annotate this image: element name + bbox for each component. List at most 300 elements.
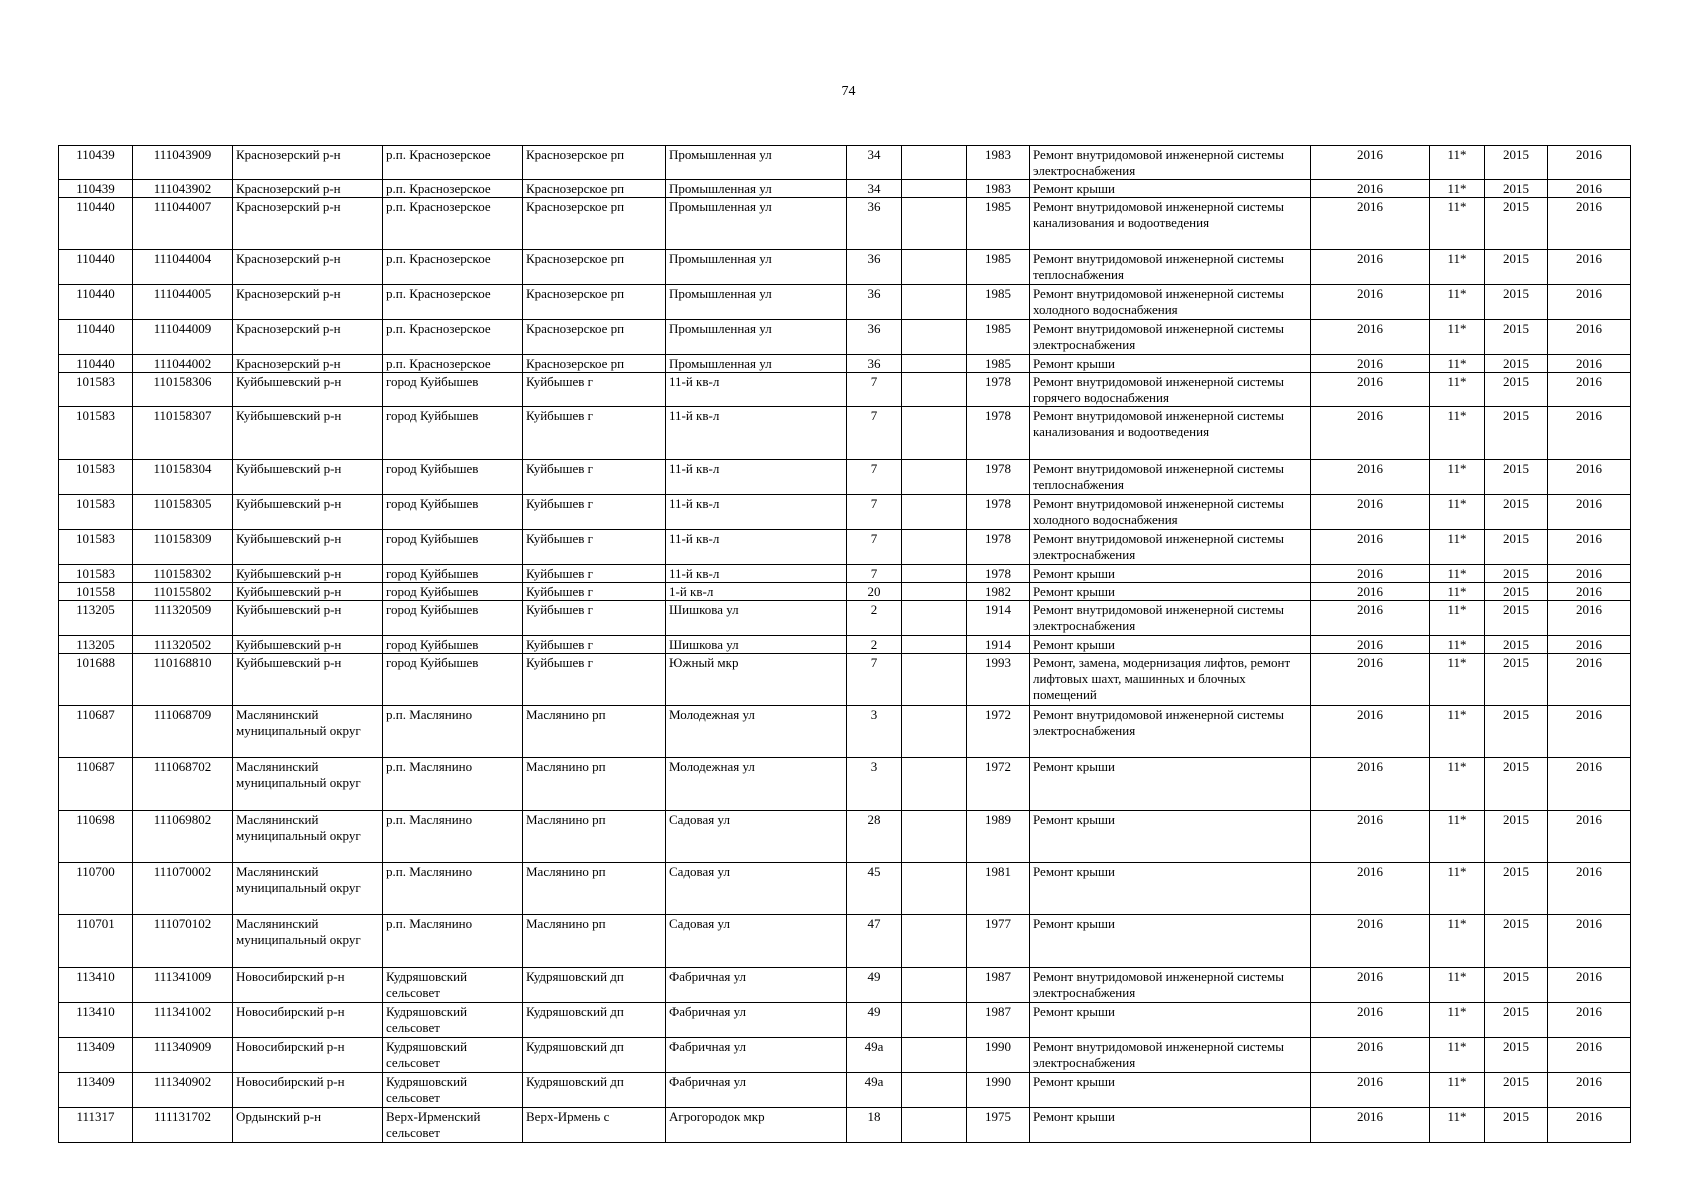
term-cell: 11*	[1430, 565, 1485, 583]
settlement-cell: Краснозерское рп	[523, 285, 666, 320]
year-built-cell: 1978	[967, 565, 1030, 583]
settlement-cell: Куйбышев г	[523, 636, 666, 654]
start-year-cell: 2015	[1485, 250, 1548, 285]
building-cell	[902, 636, 967, 654]
building-cell	[902, 654, 967, 706]
table-row	[59, 968, 1631, 1003]
settlement-cell: Кудряшовский дп	[523, 1073, 666, 1108]
record-id-cell: 111069802	[133, 811, 233, 863]
year-built-cell: 1990	[967, 1038, 1030, 1073]
work-type-cell: Ремонт крыши	[1030, 1108, 1311, 1143]
settlement-cell: Маслянино рп	[523, 811, 666, 863]
end-year-cell: 2016	[1548, 407, 1631, 460]
record-id-cell: 110168810	[133, 654, 233, 706]
house-id-cell: 113205	[59, 601, 133, 636]
term-cell: 11*	[1430, 320, 1485, 355]
house-id-cell: 110687	[59, 758, 133, 811]
plan-year-cell: 2016	[1311, 1038, 1430, 1073]
table-row	[59, 706, 1631, 758]
building-cell	[902, 180, 967, 198]
year-built-cell: 1985	[967, 355, 1030, 373]
work-type-cell: Ремонт крыши	[1030, 1003, 1311, 1038]
district-cell: Новосибирский р-н	[233, 968, 383, 1003]
house-id-cell: 110440	[59, 198, 133, 250]
house-id-cell: 110440	[59, 320, 133, 355]
district-cell: Куйбышевский р-н	[233, 583, 383, 601]
district-cell: Куйбышевский р-н	[233, 407, 383, 460]
plan-year-cell: 2016	[1311, 320, 1430, 355]
municipality-cell: р.п. Маслянино	[383, 915, 523, 968]
settlement-cell: Краснозерское рп	[523, 250, 666, 285]
district-cell: Новосибирский р-н	[233, 1038, 383, 1073]
record-id-cell: 111044009	[133, 320, 233, 355]
table-row	[59, 811, 1631, 863]
street-cell: Фабричная ул	[666, 1038, 847, 1073]
table-row	[59, 915, 1631, 968]
settlement-cell: Куйбышев г	[523, 583, 666, 601]
house-id-cell: 111317	[59, 1108, 133, 1143]
settlement-cell: Маслянино рп	[523, 915, 666, 968]
house-number-cell: 18	[847, 1108, 902, 1143]
term-cell: 11*	[1430, 1108, 1485, 1143]
record-id-cell: 111340909	[133, 1038, 233, 1073]
end-year-cell: 2016	[1548, 565, 1631, 583]
end-year-cell: 2016	[1548, 146, 1631, 180]
end-year-cell: 2016	[1548, 758, 1631, 811]
work-type-cell: Ремонт крыши	[1030, 863, 1311, 915]
work-type-cell: Ремонт внутридомовой инженерной системы электроснабжения	[1030, 706, 1311, 758]
district-cell: Маслянинский муниципальный округ	[233, 758, 383, 811]
settlement-cell: Верх-Ирмень с	[523, 1108, 666, 1143]
record-id-cell: 111070102	[133, 915, 233, 968]
table-row	[59, 1038, 1631, 1073]
end-year-cell: 2016	[1548, 460, 1631, 495]
start-year-cell: 2015	[1485, 758, 1548, 811]
work-type-cell: Ремонт крыши	[1030, 758, 1311, 811]
term-cell: 11*	[1430, 355, 1485, 373]
term-cell: 11*	[1430, 1038, 1485, 1073]
building-cell	[902, 1108, 967, 1143]
house-number-cell: 7	[847, 654, 902, 706]
start-year-cell: 2015	[1485, 180, 1548, 198]
record-id-cell: 111070002	[133, 863, 233, 915]
house-number-cell: 49	[847, 1003, 902, 1038]
municipality-cell: Кудряшовский сельсовет	[383, 1073, 523, 1108]
year-built-cell: 1985	[967, 285, 1030, 320]
house-number-cell: 7	[847, 530, 902, 565]
end-year-cell: 2016	[1548, 1108, 1631, 1143]
start-year-cell: 2015	[1485, 355, 1548, 373]
plan-year-cell: 2016	[1311, 146, 1430, 180]
building-cell	[902, 355, 967, 373]
work-type-cell: Ремонт крыши	[1030, 565, 1311, 583]
work-type-cell: Ремонт крыши	[1030, 355, 1311, 373]
start-year-cell: 2015	[1485, 530, 1548, 565]
record-id-cell: 111320509	[133, 601, 233, 636]
start-year-cell: 2015	[1485, 407, 1548, 460]
start-year-cell: 2015	[1485, 460, 1548, 495]
record-id-cell: 110155802	[133, 583, 233, 601]
building-cell	[902, 250, 967, 285]
house-id-cell: 113409	[59, 1073, 133, 1108]
district-cell: Куйбышевский р-н	[233, 373, 383, 407]
house-number-cell: 36	[847, 285, 902, 320]
end-year-cell: 2016	[1548, 706, 1631, 758]
house-number-cell: 45	[847, 863, 902, 915]
house-number-cell: 2	[847, 636, 902, 654]
end-year-cell: 2016	[1548, 1003, 1631, 1038]
building-cell	[902, 146, 967, 180]
house-id-cell: 110439	[59, 146, 133, 180]
building-cell	[902, 1038, 967, 1073]
house-id-cell: 101688	[59, 654, 133, 706]
municipality-cell: р.п. Краснозерское	[383, 320, 523, 355]
house-id-cell: 110440	[59, 355, 133, 373]
term-cell: 11*	[1430, 811, 1485, 863]
building-cell	[902, 915, 967, 968]
municipality-cell: р.п. Краснозерское	[383, 180, 523, 198]
year-built-cell: 1993	[967, 654, 1030, 706]
term-cell: 11*	[1430, 1003, 1485, 1038]
house-id-cell: 101583	[59, 530, 133, 565]
plan-year-cell: 2016	[1311, 811, 1430, 863]
year-built-cell: 1985	[967, 320, 1030, 355]
year-built-cell: 1977	[967, 915, 1030, 968]
house-id-cell: 110698	[59, 811, 133, 863]
year-built-cell: 1985	[967, 250, 1030, 285]
table-body	[59, 146, 1631, 1143]
district-cell: Маслянинский муниципальный округ	[233, 863, 383, 915]
term-cell: 11*	[1430, 460, 1485, 495]
building-cell	[902, 1073, 967, 1108]
plan-year-cell: 2016	[1311, 355, 1430, 373]
house-number-cell: 36	[847, 355, 902, 373]
record-id-cell: 111068702	[133, 758, 233, 811]
record-id-cell: 111341002	[133, 1003, 233, 1038]
street-cell: Агрогородок мкр	[666, 1108, 847, 1143]
district-cell: Куйбышевский р-н	[233, 530, 383, 565]
record-id-cell: 111044004	[133, 250, 233, 285]
house-number-cell: 36	[847, 198, 902, 250]
work-type-cell: Ремонт внутридомовой инженерной системы электроснабжения	[1030, 530, 1311, 565]
house-number-cell: 28	[847, 811, 902, 863]
term-cell: 11*	[1430, 285, 1485, 320]
street-cell: Промышленная ул	[666, 285, 847, 320]
district-cell: Краснозерский р-н	[233, 180, 383, 198]
building-cell	[902, 758, 967, 811]
street-cell: 11-й кв-л	[666, 495, 847, 530]
municipality-cell: р.п. Маслянино	[383, 811, 523, 863]
building-cell	[902, 811, 967, 863]
year-built-cell: 1978	[967, 495, 1030, 530]
street-cell: 11-й кв-л	[666, 407, 847, 460]
settlement-cell: Куйбышев г	[523, 530, 666, 565]
municipality-cell: Верх-Ирменский сельсовет	[383, 1108, 523, 1143]
municipality-cell: р.п. Маслянино	[383, 758, 523, 811]
municipality-cell: р.п. Маслянино	[383, 706, 523, 758]
start-year-cell: 2015	[1485, 636, 1548, 654]
year-built-cell: 1987	[967, 1003, 1030, 1038]
municipality-cell: р.п. Краснозерское	[383, 355, 523, 373]
work-type-cell: Ремонт, замена, модернизация лифтов, ремонт лифтовых шахт, машинных и блочных помещений	[1030, 654, 1311, 706]
municipality-cell: город Куйбышев	[383, 583, 523, 601]
year-built-cell: 1978	[967, 373, 1030, 407]
start-year-cell: 2015	[1485, 601, 1548, 636]
table-row	[59, 180, 1631, 198]
year-built-cell: 1975	[967, 1108, 1030, 1143]
settlement-cell: Куйбышев г	[523, 601, 666, 636]
settlement-cell: Краснозерское рп	[523, 198, 666, 250]
end-year-cell: 2016	[1548, 811, 1631, 863]
building-cell	[902, 863, 967, 915]
house-id-cell: 110687	[59, 706, 133, 758]
plan-year-cell: 2016	[1311, 915, 1430, 968]
plan-year-cell: 2016	[1311, 1073, 1430, 1108]
building-cell	[902, 495, 967, 530]
start-year-cell: 2015	[1485, 146, 1548, 180]
plan-year-cell: 2016	[1311, 1108, 1430, 1143]
building-cell	[902, 1003, 967, 1038]
street-cell: Шишкова ул	[666, 601, 847, 636]
end-year-cell: 2016	[1548, 320, 1631, 355]
house-number-cell: 7	[847, 565, 902, 583]
house-number-cell: 7	[847, 373, 902, 407]
street-cell: Садовая ул	[666, 811, 847, 863]
table-row	[59, 407, 1631, 460]
year-built-cell: 1978	[967, 460, 1030, 495]
plan-year-cell: 2016	[1311, 758, 1430, 811]
table-row	[59, 146, 1631, 180]
building-cell	[902, 198, 967, 250]
plan-year-cell: 2016	[1311, 495, 1430, 530]
term-cell: 11*	[1430, 758, 1485, 811]
settlement-cell: Куйбышев г	[523, 654, 666, 706]
work-type-cell: Ремонт крыши	[1030, 180, 1311, 198]
term-cell: 11*	[1430, 636, 1485, 654]
work-type-cell: Ремонт внутридомовой инженерной системы горячего водоснабжения	[1030, 373, 1311, 407]
page-number: 74	[841, 84, 856, 99]
plan-year-cell: 2016	[1311, 250, 1430, 285]
record-id-cell: 111341009	[133, 968, 233, 1003]
record-id-cell: 111044007	[133, 198, 233, 250]
work-type-cell: Ремонт внутридомовой инженерной системы электроснабжения	[1030, 601, 1311, 636]
plan-year-cell: 2016	[1311, 565, 1430, 583]
work-type-cell: Ремонт крыши	[1030, 915, 1311, 968]
table-row	[59, 320, 1631, 355]
term-cell: 11*	[1430, 146, 1485, 180]
house-number-cell: 3	[847, 706, 902, 758]
street-cell: 1-й кв-л	[666, 583, 847, 601]
street-cell: Промышленная ул	[666, 198, 847, 250]
house-id-cell: 101583	[59, 565, 133, 583]
term-cell: 11*	[1430, 1073, 1485, 1108]
settlement-cell: Маслянино рп	[523, 706, 666, 758]
district-cell: Ордынский р-н	[233, 1108, 383, 1143]
end-year-cell: 2016	[1548, 373, 1631, 407]
settlement-cell: Краснозерское рп	[523, 320, 666, 355]
settlement-cell: Куйбышев г	[523, 565, 666, 583]
start-year-cell: 2015	[1485, 706, 1548, 758]
year-built-cell: 1978	[967, 407, 1030, 460]
district-cell: Куйбышевский р-н	[233, 654, 383, 706]
record-id-cell: 110158304	[133, 460, 233, 495]
work-type-cell: Ремонт внутридомовой инженерной системы электроснабжения	[1030, 320, 1311, 355]
table-row	[59, 495, 1631, 530]
record-id-cell: 111044005	[133, 285, 233, 320]
street-cell: Садовая ул	[666, 863, 847, 915]
end-year-cell: 2016	[1548, 198, 1631, 250]
building-cell	[902, 601, 967, 636]
year-built-cell: 1982	[967, 583, 1030, 601]
municipality-cell: город Куйбышев	[383, 636, 523, 654]
record-id-cell: 110158306	[133, 373, 233, 407]
term-cell: 11*	[1430, 706, 1485, 758]
start-year-cell: 2015	[1485, 495, 1548, 530]
record-id-cell: 110158305	[133, 495, 233, 530]
start-year-cell: 2015	[1485, 1073, 1548, 1108]
table-row	[59, 565, 1631, 583]
end-year-cell: 2016	[1548, 601, 1631, 636]
term-cell: 11*	[1430, 180, 1485, 198]
plan-year-cell: 2016	[1311, 706, 1430, 758]
house-number-cell: 49а	[847, 1073, 902, 1108]
end-year-cell: 2016	[1548, 355, 1631, 373]
settlement-cell: Куйбышев г	[523, 460, 666, 495]
plan-year-cell: 2016	[1311, 285, 1430, 320]
end-year-cell: 2016	[1548, 250, 1631, 285]
year-built-cell: 1989	[967, 811, 1030, 863]
end-year-cell: 2016	[1548, 583, 1631, 601]
street-cell: Промышленная ул	[666, 355, 847, 373]
plan-year-cell: 2016	[1311, 1003, 1430, 1038]
record-id-cell: 111043902	[133, 180, 233, 198]
year-built-cell: 1914	[967, 601, 1030, 636]
district-cell: Маслянинский муниципальный округ	[233, 811, 383, 863]
house-number-cell: 2	[847, 601, 902, 636]
start-year-cell: 2015	[1485, 968, 1548, 1003]
house-id-cell: 101583	[59, 373, 133, 407]
year-built-cell: 1983	[967, 146, 1030, 180]
municipality-cell: Кудряшовский сельсовет	[383, 968, 523, 1003]
end-year-cell: 2016	[1548, 1073, 1631, 1108]
work-type-cell: Ремонт внутридомовой инженерной системы электроснабжения	[1030, 146, 1311, 180]
start-year-cell: 2015	[1485, 583, 1548, 601]
district-cell: Краснозерский р-н	[233, 198, 383, 250]
house-id-cell: 113205	[59, 636, 133, 654]
end-year-cell: 2016	[1548, 1038, 1631, 1073]
building-cell	[902, 583, 967, 601]
municipality-cell: р.п. Краснозерское	[383, 198, 523, 250]
term-cell: 11*	[1430, 863, 1485, 915]
table-row	[59, 460, 1631, 495]
street-cell: Промышленная ул	[666, 250, 847, 285]
record-id-cell: 111340902	[133, 1073, 233, 1108]
plan-year-cell: 2016	[1311, 601, 1430, 636]
table-row	[59, 863, 1631, 915]
street-cell: Молодежная ул	[666, 758, 847, 811]
work-type-cell: Ремонт внутридомовой инженерной системы электроснабжения	[1030, 1038, 1311, 1073]
street-cell: Фабричная ул	[666, 1003, 847, 1038]
term-cell: 11*	[1430, 530, 1485, 565]
district-cell: Краснозерский р-н	[233, 355, 383, 373]
house-number-cell: 20	[847, 583, 902, 601]
municipality-cell: город Куйбышев	[383, 460, 523, 495]
start-year-cell: 2015	[1485, 1108, 1548, 1143]
plan-year-cell: 2016	[1311, 968, 1430, 1003]
district-cell: Куйбышевский р-н	[233, 460, 383, 495]
house-id-cell: 110439	[59, 180, 133, 198]
year-built-cell: 1981	[967, 863, 1030, 915]
district-cell: Куйбышевский р-н	[233, 495, 383, 530]
settlement-cell: Маслянино рп	[523, 758, 666, 811]
house-number-cell: 36	[847, 320, 902, 355]
settlement-cell: Куйбышев г	[523, 407, 666, 460]
street-cell: 11-й кв-л	[666, 460, 847, 495]
table-row	[59, 530, 1631, 565]
start-year-cell: 2015	[1485, 654, 1548, 706]
start-year-cell: 2015	[1485, 863, 1548, 915]
end-year-cell: 2016	[1548, 495, 1631, 530]
plan-year-cell: 2016	[1311, 636, 1430, 654]
municipality-cell: Кудряшовский сельсовет	[383, 1003, 523, 1038]
building-cell	[902, 530, 967, 565]
term-cell: 11*	[1430, 250, 1485, 285]
record-id-cell: 110158307	[133, 407, 233, 460]
year-built-cell: 1983	[967, 180, 1030, 198]
street-cell: Молодежная ул	[666, 706, 847, 758]
plan-year-cell: 2016	[1311, 583, 1430, 601]
street-cell: Садовая ул	[666, 915, 847, 968]
plan-year-cell: 2016	[1311, 460, 1430, 495]
end-year-cell: 2016	[1548, 863, 1631, 915]
district-cell: Краснозерский р-н	[233, 146, 383, 180]
work-type-cell: Ремонт внутридомовой инженерной системы холодного водоснабжения	[1030, 495, 1311, 530]
work-type-cell: Ремонт крыши	[1030, 811, 1311, 863]
settlement-cell: Куйбышев г	[523, 495, 666, 530]
house-number-cell: 7	[847, 407, 902, 460]
building-cell	[902, 320, 967, 355]
table-row	[59, 654, 1631, 706]
municipality-cell: город Куйбышев	[383, 407, 523, 460]
year-built-cell: 1990	[967, 1073, 1030, 1108]
plan-year-cell: 2016	[1311, 530, 1430, 565]
table-row	[59, 1003, 1631, 1038]
repair-program-table	[58, 145, 1631, 1143]
street-cell: Промышленная ул	[666, 320, 847, 355]
building-cell	[902, 407, 967, 460]
house-id-cell: 110440	[59, 285, 133, 320]
start-year-cell: 2015	[1485, 320, 1548, 355]
house-id-cell: 101583	[59, 495, 133, 530]
house-number-cell: 7	[847, 495, 902, 530]
municipality-cell: р.п. Маслянино	[383, 863, 523, 915]
settlement-cell: Кудряшовский дп	[523, 968, 666, 1003]
start-year-cell: 2015	[1485, 811, 1548, 863]
record-id-cell: 111044002	[133, 355, 233, 373]
work-type-cell: Ремонт внутридомовой инженерной системы теплоснабжения	[1030, 250, 1311, 285]
work-type-cell: Ремонт крыши	[1030, 583, 1311, 601]
end-year-cell: 2016	[1548, 654, 1631, 706]
street-cell: 11-й кв-л	[666, 373, 847, 407]
house-id-cell: 101583	[59, 460, 133, 495]
end-year-cell: 2016	[1548, 285, 1631, 320]
table-row	[59, 285, 1631, 320]
plan-year-cell: 2016	[1311, 407, 1430, 460]
record-id-cell: 111131702	[133, 1108, 233, 1143]
municipality-cell: город Куйбышев	[383, 530, 523, 565]
settlement-cell: Куйбышев г	[523, 373, 666, 407]
work-type-cell: Ремонт внутридомовой инженерной системы электроснабжения	[1030, 968, 1311, 1003]
